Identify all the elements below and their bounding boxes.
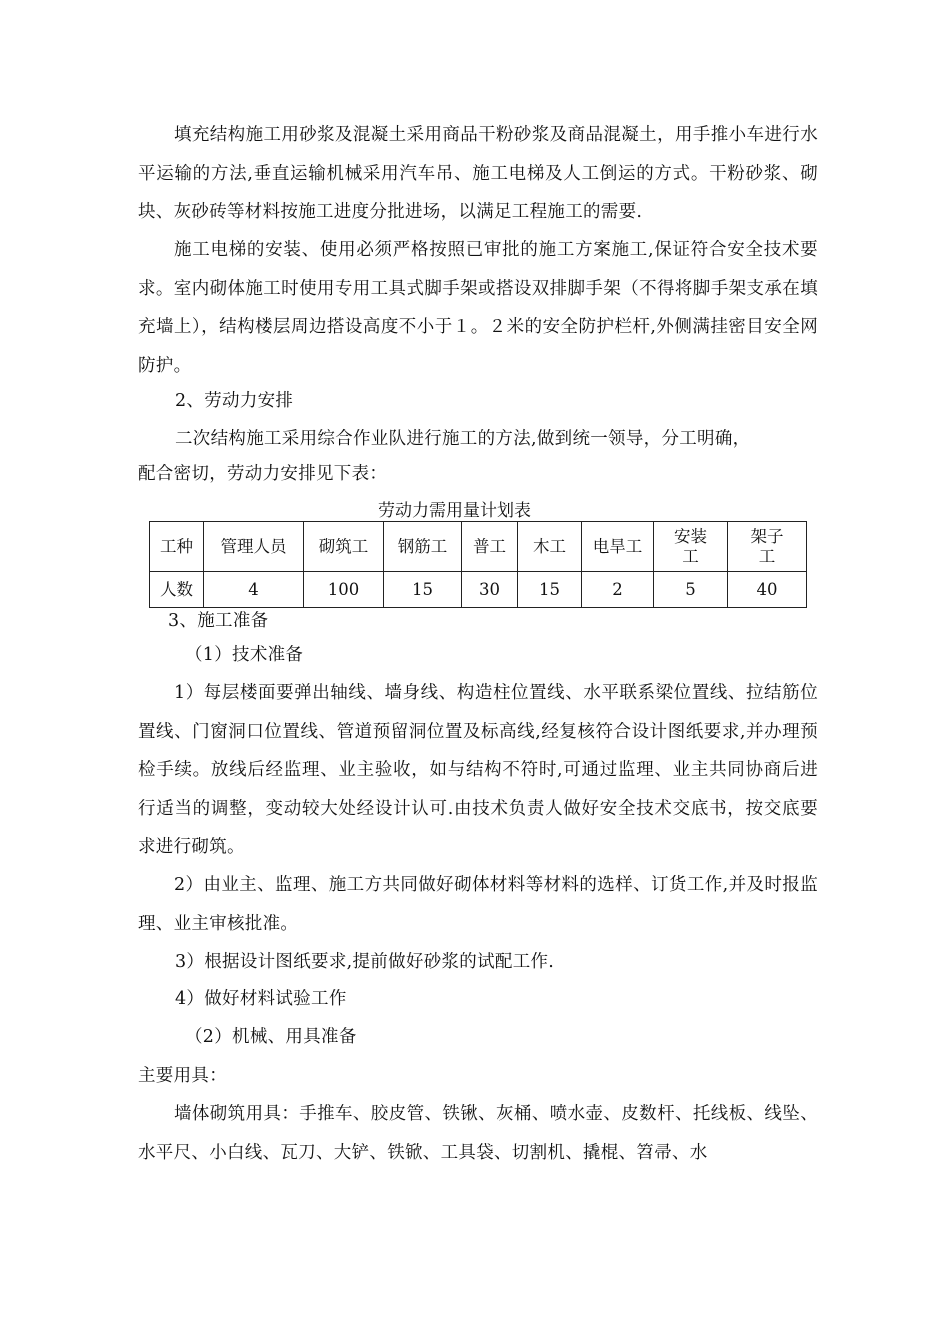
header-cell-installer-text: 安装工 <box>674 526 707 566</box>
heading-machinery-prep: （2）机械、用具准备 <box>185 1027 357 1047</box>
paragraph-main-tools-label: 主要用具： <box>138 1066 227 1086</box>
cell-scaffolder-count: 40 <box>728 572 807 608</box>
table-title: 劳动力需用量计划表 <box>378 501 531 521</box>
paragraph-labor-intro-line1: 二次结构施工采用综合作业队进行施工的方法,做到统一领导，分工明确， <box>175 429 751 449</box>
cell-management-count: 4 <box>204 572 304 608</box>
table-row <box>150 572 807 608</box>
paragraph-masonry-tools: 墙体砌筑用具：手推车、胶皮管、铁锹、灰桶、喷水壶、皮数杆、托线板、线坠、水平尺、小白线、瓦刀、大铲、铁锨、工具袋、切割机、撬棍、笤帚、水 <box>138 1104 818 1163</box>
header-cell-trade: 工种 <box>150 522 204 572</box>
labor-plan-table <box>149 521 807 608</box>
cell-masonry-count: 100 <box>304 572 384 608</box>
header-cell-scaffolder-text: 架子工 <box>750 526 784 566</box>
paragraph-layout-lines: 1）每层楼面要弹出轴线、墙身线、构造柱位置线、水平联系梁位置线、拉结筋位置线、门窗洞口位置线、管道预留洞位置及标高线,经复核符合设计图纸要求,并办理预检手续。放线后经监理、业主验收，如与结构不符时,可通过监理、业主共同协商后进行适当的调整，变动较大处经设计认可.由技术负责人做好安全技术交底书，按交底要求进行砌筑。 <box>138 683 818 857</box>
cell-carpenter-count: 15 <box>518 572 582 608</box>
cell-rebar-count: 15 <box>384 572 462 608</box>
header-cell-scaffolder <box>728 522 807 572</box>
header-cell-carpenter: 木工 <box>518 522 582 572</box>
cell-headcount-label: 人数 <box>150 572 204 608</box>
paragraph-materials-transport: 填充结构施工用砂浆及混凝土采用商品干粉砂浆及商品混凝土，用手推小车进行水平运输的方法,垂直运输机械采用汽车吊、施工电梯及人工倒运的方式。干粉砂浆、砌块、灰砂砖等材料按施工进度分批进场，以满足工程施工的需要. <box>138 125 818 222</box>
paragraph-elevator-safety: 施工电梯的安装、使用必须严格按照已审批的施工方案施工,保证符合安全技术要求。室内砌体施工时使用专用工具式脚手架或搭设双排脚手架（不得将脚手架支承在填充墙上），结构楼层周边搭设高度不小于１。２米的安全防护栏杆,外侧满挂密目安全网防护。 <box>138 240 818 376</box>
cell-installer-count: 5 <box>654 572 728 608</box>
heading-labor-arrangement: 2、劳动力安排 <box>175 391 294 411</box>
heading-construction-prep: 3、施工准备 <box>168 611 269 631</box>
header-cell-installer <box>654 522 728 572</box>
header-cell-rebar: 钢筋工 <box>384 522 462 572</box>
header-cell-masonry: 砌筑工 <box>304 522 384 572</box>
paragraph-material-selection: 2）由业主、监理、施工方共同做好砌体材料等材料的选样、订货工作,并及时报监理、业主审核批准。 <box>138 875 818 934</box>
cell-welder-count: 2 <box>582 572 654 608</box>
header-cell-laborer: 普工 <box>462 522 518 572</box>
table-header-row <box>150 522 807 572</box>
paragraph-labor-intro-line2: 配合密切，劳动力安排见下表： <box>138 464 388 484</box>
header-cell-welder: 电旱工 <box>582 522 654 572</box>
cell-laborer-count: 30 <box>462 572 518 608</box>
paragraph-mortar-trial: 3）根据设计图纸要求,提前做好砂浆的试配工作. <box>175 952 555 972</box>
heading-technical-prep: （1）技术准备 <box>185 645 304 665</box>
header-cell-management: 管理人员 <box>204 522 304 572</box>
paragraph-material-testing: 4）做好材料试验工作 <box>175 989 347 1009</box>
